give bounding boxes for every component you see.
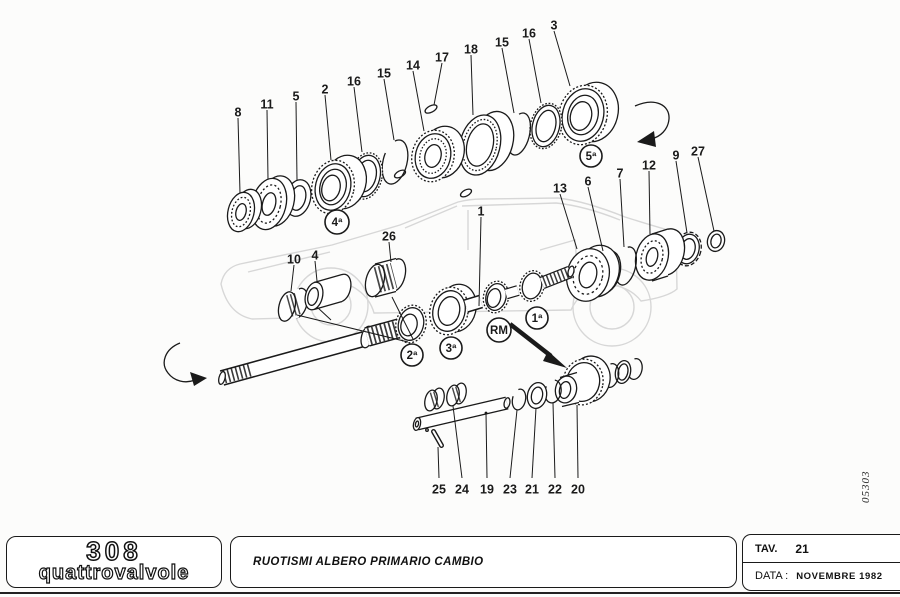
title-box bbox=[230, 536, 737, 588]
data-value: NOVEMBRE 1982 bbox=[796, 570, 883, 582]
callout-18 bbox=[464, 43, 478, 116]
part-23-circlip bbox=[510, 388, 527, 411]
svg-text:5ª: 5ª bbox=[585, 151, 597, 163]
gear-label-RM bbox=[487, 318, 511, 342]
part-20-reverse-gear bbox=[553, 352, 614, 408]
svg-text:1: 1 bbox=[477, 204, 485, 219]
svg-text:16: 16 bbox=[347, 74, 361, 89]
tav-box bbox=[742, 534, 900, 591]
callout-20 bbox=[571, 405, 585, 497]
svg-text:13: 13 bbox=[553, 181, 567, 196]
svg-text:7: 7 bbox=[616, 166, 624, 181]
part-15-snap-ring bbox=[378, 137, 412, 186]
callout-4 bbox=[312, 249, 319, 282]
svg-text:3: 3 bbox=[550, 18, 558, 33]
svg-text:15: 15 bbox=[377, 66, 391, 81]
svg-text:11: 11 bbox=[260, 97, 274, 112]
callout-22 bbox=[548, 403, 562, 497]
callout-2 bbox=[322, 83, 331, 161]
part-10-needle-bushing bbox=[276, 287, 311, 323]
callout-25 bbox=[432, 447, 446, 497]
part-27-nut bbox=[705, 229, 727, 253]
callout-7 bbox=[617, 167, 624, 248]
callout-16 bbox=[522, 27, 541, 104]
leader-dot-19 bbox=[485, 412, 488, 415]
callout-1 bbox=[478, 205, 485, 307]
svg-text:14: 14 bbox=[406, 58, 420, 73]
plate-title: RUOTISMI ALBERO PRIMARIO CAMBIO bbox=[253, 556, 484, 568]
callout-21 bbox=[525, 408, 539, 497]
svg-text:19: 19 bbox=[480, 482, 494, 497]
svg-text:1ª: 1ª bbox=[531, 313, 543, 325]
callout-14 bbox=[406, 59, 424, 132]
svg-text:2ª: 2ª bbox=[406, 350, 418, 362]
drawing-number: 05303 bbox=[860, 470, 872, 503]
svg-text:16: 16 bbox=[522, 26, 536, 41]
svg-text:20: 20 bbox=[571, 482, 585, 497]
svg-text:25: 25 bbox=[432, 482, 446, 497]
bottom-rule bbox=[0, 592, 900, 594]
svg-text:23: 23 bbox=[503, 482, 517, 497]
gear-label-3ª bbox=[440, 337, 462, 359]
callout-8 bbox=[235, 106, 242, 194]
part-12-bearing bbox=[631, 225, 689, 283]
callout-23 bbox=[503, 410, 517, 497]
callout-27 bbox=[691, 145, 714, 232]
svg-text:4ª: 4ª bbox=[331, 217, 343, 229]
gear-label-2ª bbox=[401, 344, 423, 366]
svg-text:10: 10 bbox=[287, 252, 301, 267]
svg-text:21: 21 bbox=[525, 482, 539, 497]
svg-text:3ª: 3ª bbox=[445, 343, 457, 355]
callout-19 bbox=[480, 413, 494, 497]
part-26-needle-cage bbox=[362, 257, 408, 299]
callout-13 bbox=[553, 182, 577, 250]
part-3-fifth-gear bbox=[552, 77, 624, 150]
rotation-arrow-top-right bbox=[635, 102, 669, 147]
svg-text:15: 15 bbox=[495, 35, 509, 50]
svg-text:18: 18 bbox=[464, 42, 478, 57]
svg-text:27: 27 bbox=[691, 144, 705, 159]
callout-5 bbox=[293, 90, 300, 181]
part-14-hub bbox=[406, 122, 469, 187]
callout-15 bbox=[377, 67, 394, 141]
data-label: DATA : bbox=[755, 570, 789, 582]
part-4-bushing-sleeve bbox=[302, 272, 353, 311]
part-25-pin bbox=[434, 432, 442, 446]
logo-308: 308 bbox=[86, 536, 142, 566]
svg-text:6: 6 bbox=[584, 174, 592, 189]
tav-label: TAV. bbox=[755, 542, 778, 555]
gear-label-5ª bbox=[580, 145, 602, 167]
part-21-washer bbox=[525, 381, 549, 410]
svg-text:RM: RM bbox=[490, 325, 508, 337]
callout-16 bbox=[347, 75, 362, 153]
svg-text:24: 24 bbox=[455, 482, 469, 497]
svg-text:22: 22 bbox=[548, 482, 562, 497]
svg-text:4: 4 bbox=[311, 248, 319, 263]
svg-text:26: 26 bbox=[382, 229, 396, 244]
mesh-arrow-rm-to-gear20 bbox=[510, 324, 567, 368]
tav-number: 21 bbox=[795, 541, 809, 556]
data-row bbox=[743, 563, 900, 589]
callout-17 bbox=[434, 51, 449, 106]
svg-text:8: 8 bbox=[234, 105, 242, 120]
gear-label-1ª bbox=[526, 307, 548, 329]
callout-11 bbox=[260, 98, 273, 180]
callout-9 bbox=[673, 149, 687, 234]
logo-box bbox=[6, 536, 222, 588]
callout-15 bbox=[495, 36, 514, 114]
rotation-arrow-left bbox=[164, 343, 207, 386]
svg-text:5: 5 bbox=[292, 89, 300, 104]
gear-label-4ª bbox=[325, 210, 349, 234]
tav-row bbox=[743, 535, 900, 563]
svg-text:17: 17 bbox=[435, 50, 449, 65]
svg-text:12: 12 bbox=[642, 158, 656, 173]
svg-text:2: 2 bbox=[321, 82, 329, 97]
callout-3 bbox=[551, 19, 570, 87]
logo-quattrovalvole: quattrovalvole bbox=[38, 562, 190, 584]
callout-26 bbox=[382, 230, 396, 263]
svg-text:9: 9 bbox=[672, 148, 680, 163]
